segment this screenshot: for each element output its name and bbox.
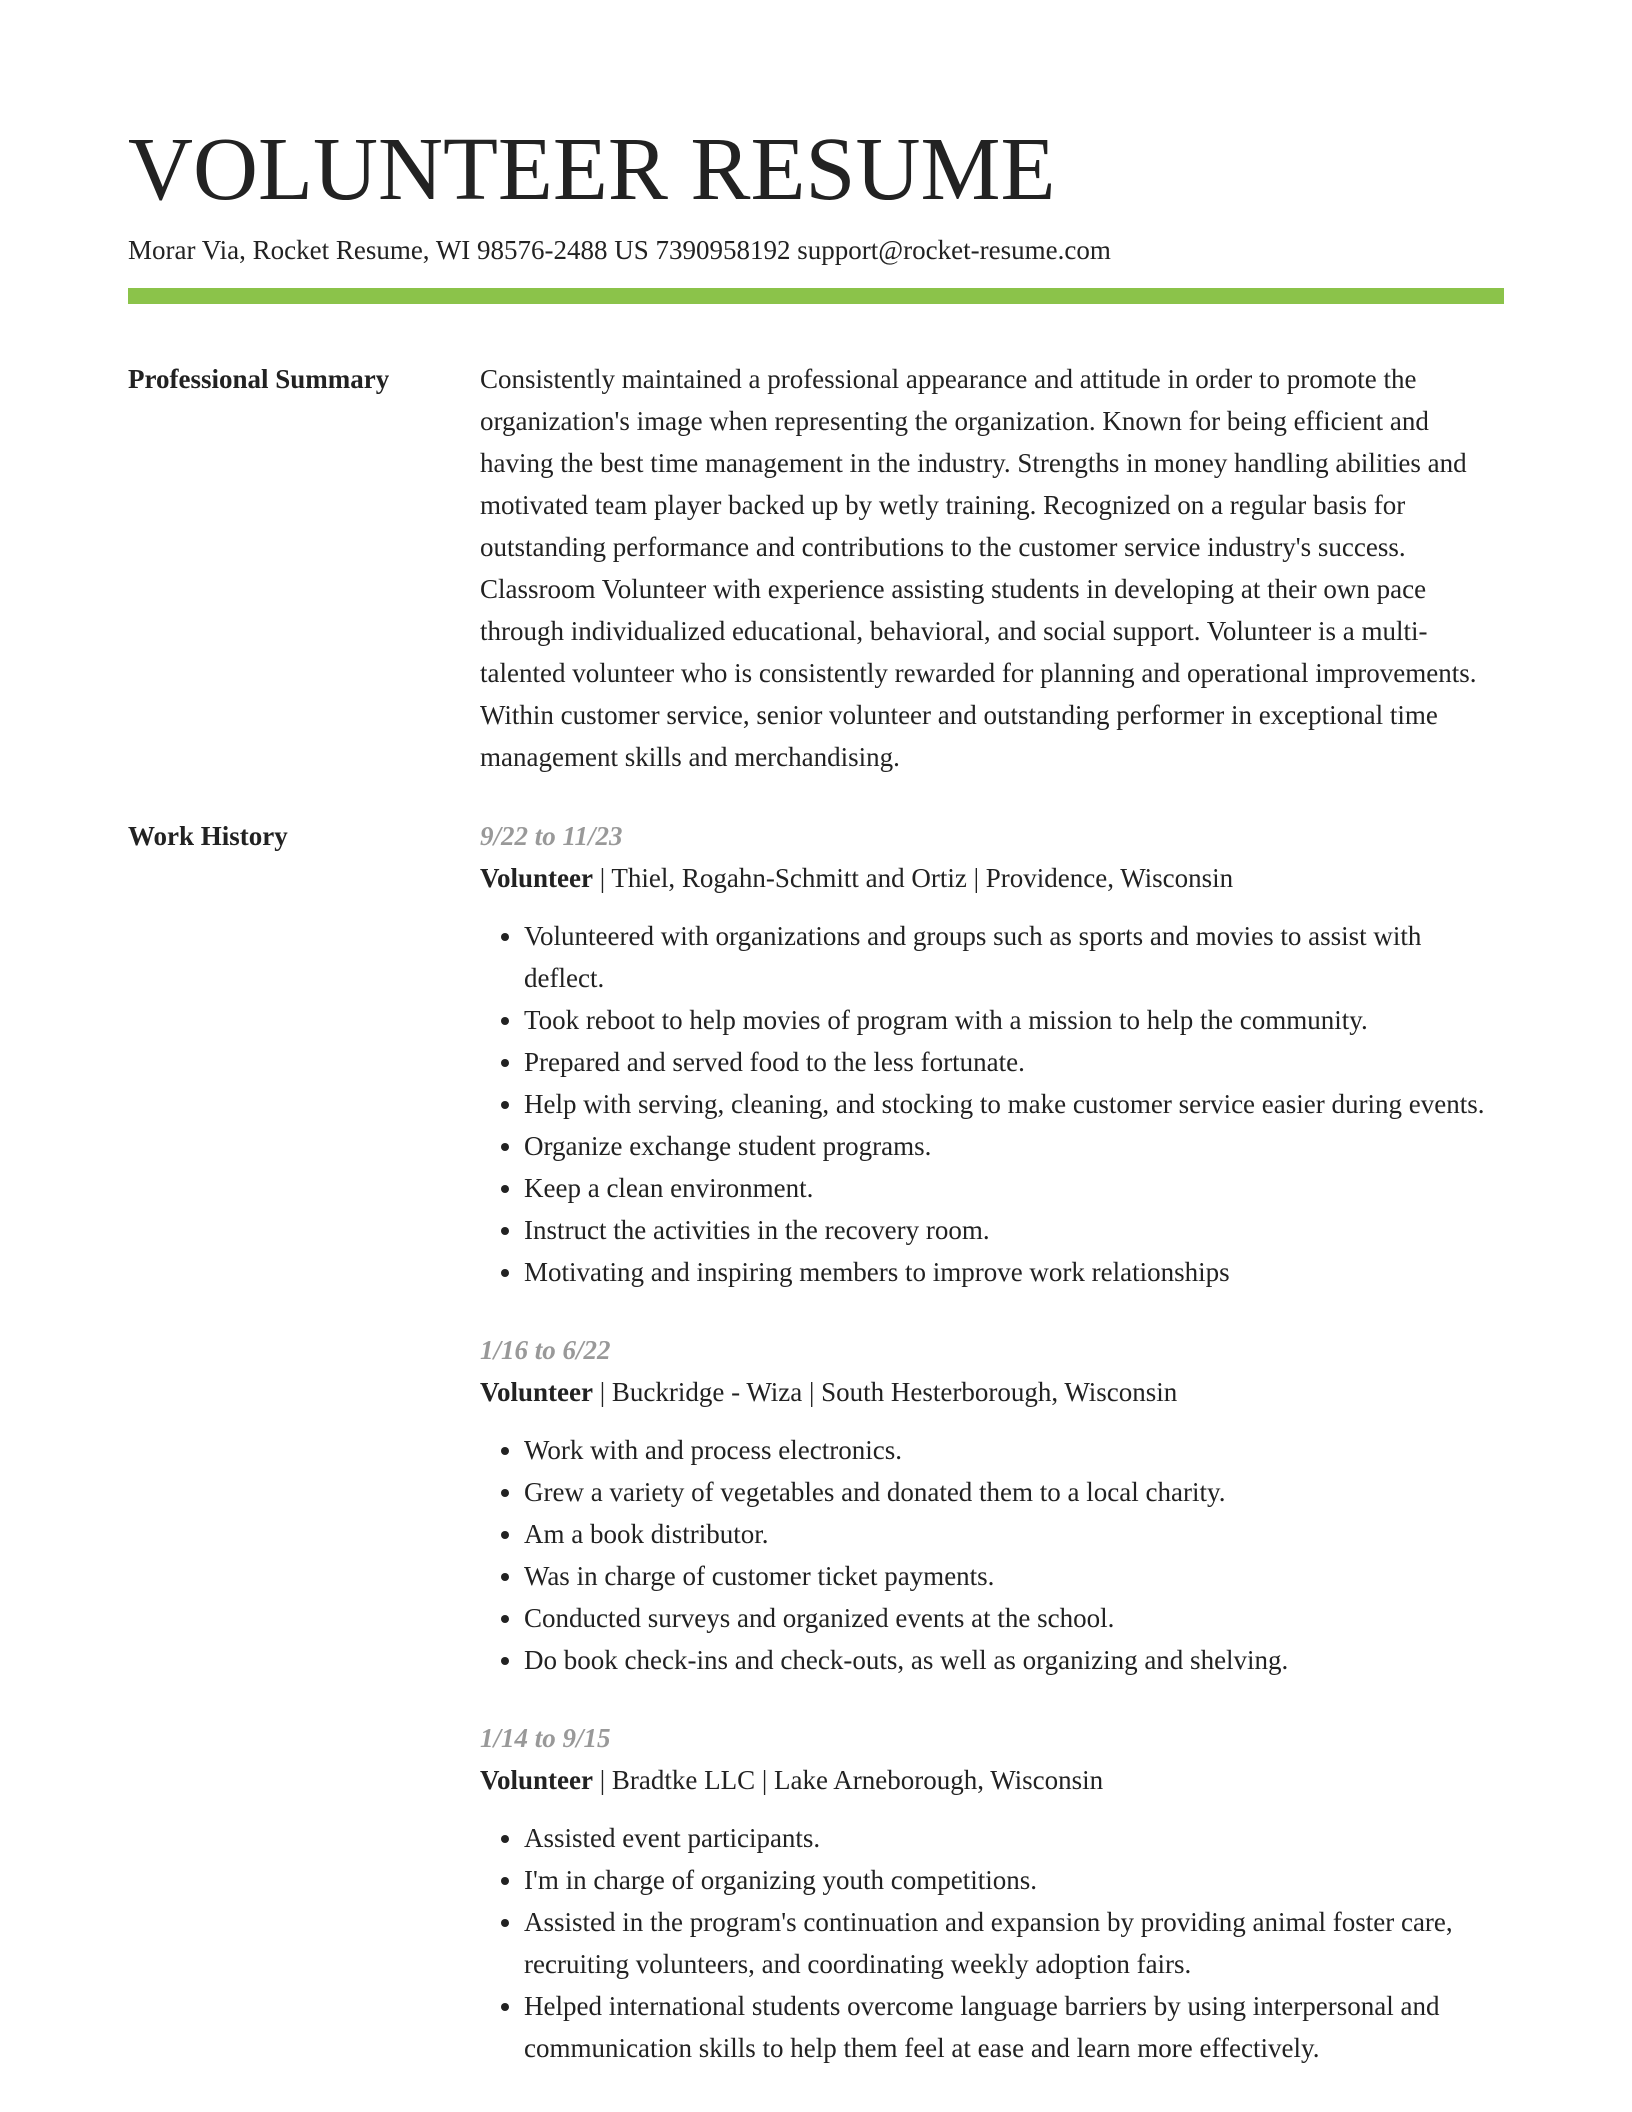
duty-list xyxy=(480,1429,1504,1681)
duty-item: • Assisted in the program's continuation and expansion by providing animal foster care, recruiting volunteers, and coordinating weekly adoption fairs. xyxy=(524,1901,1504,1985)
job-list xyxy=(480,815,1504,2105)
duty-item: • Helped international students overcome language barriers by using interpersonal and communication skills to help them feel at ease and learn more effectively. xyxy=(524,1985,1504,2069)
duty-item: • I'm in charge of organizing youth competitions. xyxy=(524,1859,1504,1901)
duty-item: • Instruct the activities in the recovery room. xyxy=(524,1209,1504,1251)
job-title: Volunteer xyxy=(480,863,593,893)
job-details: | Buckridge - Wiza | South Hesterborough, Wisconsin xyxy=(593,1377,1178,1407)
duty-item: • Conducted surveys and organized events at the school. xyxy=(524,1597,1504,1639)
job-line xyxy=(480,857,1504,899)
duty-item: • Do book check-ins and check-outs, as well as organizing and shelving. xyxy=(524,1639,1504,1681)
resume-page xyxy=(128,118,1504,2105)
duty-item: • Assisted event participants. xyxy=(524,1817,1504,1859)
duty-list xyxy=(480,1817,1504,2069)
duty-item: • Keep a clean environment. xyxy=(524,1167,1504,1209)
duty-list xyxy=(480,915,1504,1293)
summary-text: Consistently maintained a professional appearance and attitude in order to promote the organization's image when representing the organization. Known for being efficient and having the best time management in the industry. Strengths in money handling abilities and motivated team player backed up by wetly training. Recognized on a regular basis for outstanding performance and contributions to the customer service industry's success. Classroom Volunteer with experience assisting students in developing at their own pace through individualized educational, behavioral, and social support. Volunteer is a multi-talented volunteer who is consistently rewarded for planning and operational improvements. Within customer service, senior volunteer and outstanding performer in exceptional time management skills and merchandising. xyxy=(480,364,1477,772)
job-line xyxy=(480,1759,1504,1801)
duty-item: • Grew a variety of vegetables and donated them to a local charity. xyxy=(524,1471,1504,1513)
duty-item: • Organize exchange student programs. xyxy=(524,1125,1504,1167)
duty-item: • Am a book distributor. xyxy=(524,1513,1504,1555)
work-history-heading: Work History xyxy=(128,821,288,851)
duty-item: • Prepared and served food to the less fortunate. xyxy=(524,1041,1504,1083)
work-history-section xyxy=(128,815,1504,2105)
job-title: Volunteer xyxy=(480,1377,593,1407)
resume-title: VOLUNTEER RESUME xyxy=(128,120,1056,219)
summary-section xyxy=(128,358,1504,778)
job-details: | Thiel, Rogahn-Schmitt and Ortiz | Providence, Wisconsin xyxy=(593,863,1234,893)
duty-item: • Motivating and inspiring members to improve work relationships xyxy=(524,1251,1504,1293)
job-dates: 9/22 to 11/23 xyxy=(480,821,623,851)
job-entry xyxy=(480,815,1504,1293)
job-entry xyxy=(480,1329,1504,1681)
summary-heading: Professional Summary xyxy=(128,364,390,394)
job-line xyxy=(480,1371,1504,1413)
duty-item: • Work with and process electronics. xyxy=(524,1429,1504,1471)
duty-item: • Help with serving, cleaning, and stocking to make customer service easier during events. xyxy=(524,1083,1504,1125)
job-dates: 1/16 to 6/22 xyxy=(480,1335,611,1365)
contact-line: Morar Via, Rocket Resume, WI 98576-2488 US 7390958192 support@rocket-resume.com xyxy=(128,235,1111,265)
job-details: | Bradtke LLC | Lake Arneborough, Wisconsin xyxy=(593,1765,1104,1795)
duty-item: • Volunteered with organizations and groups such as sports and movies to assist with deflect. xyxy=(524,915,1504,999)
duty-item: • Took reboot to help movies of program with a mission to help the community. xyxy=(524,999,1504,1041)
job-dates: 1/14 to 9/15 xyxy=(480,1723,611,1753)
duty-item: • Was in charge of customer ticket payments. xyxy=(524,1555,1504,1597)
accent-divider xyxy=(128,288,1504,304)
job-title: Volunteer xyxy=(480,1765,593,1795)
job-entry xyxy=(480,1717,1504,2069)
